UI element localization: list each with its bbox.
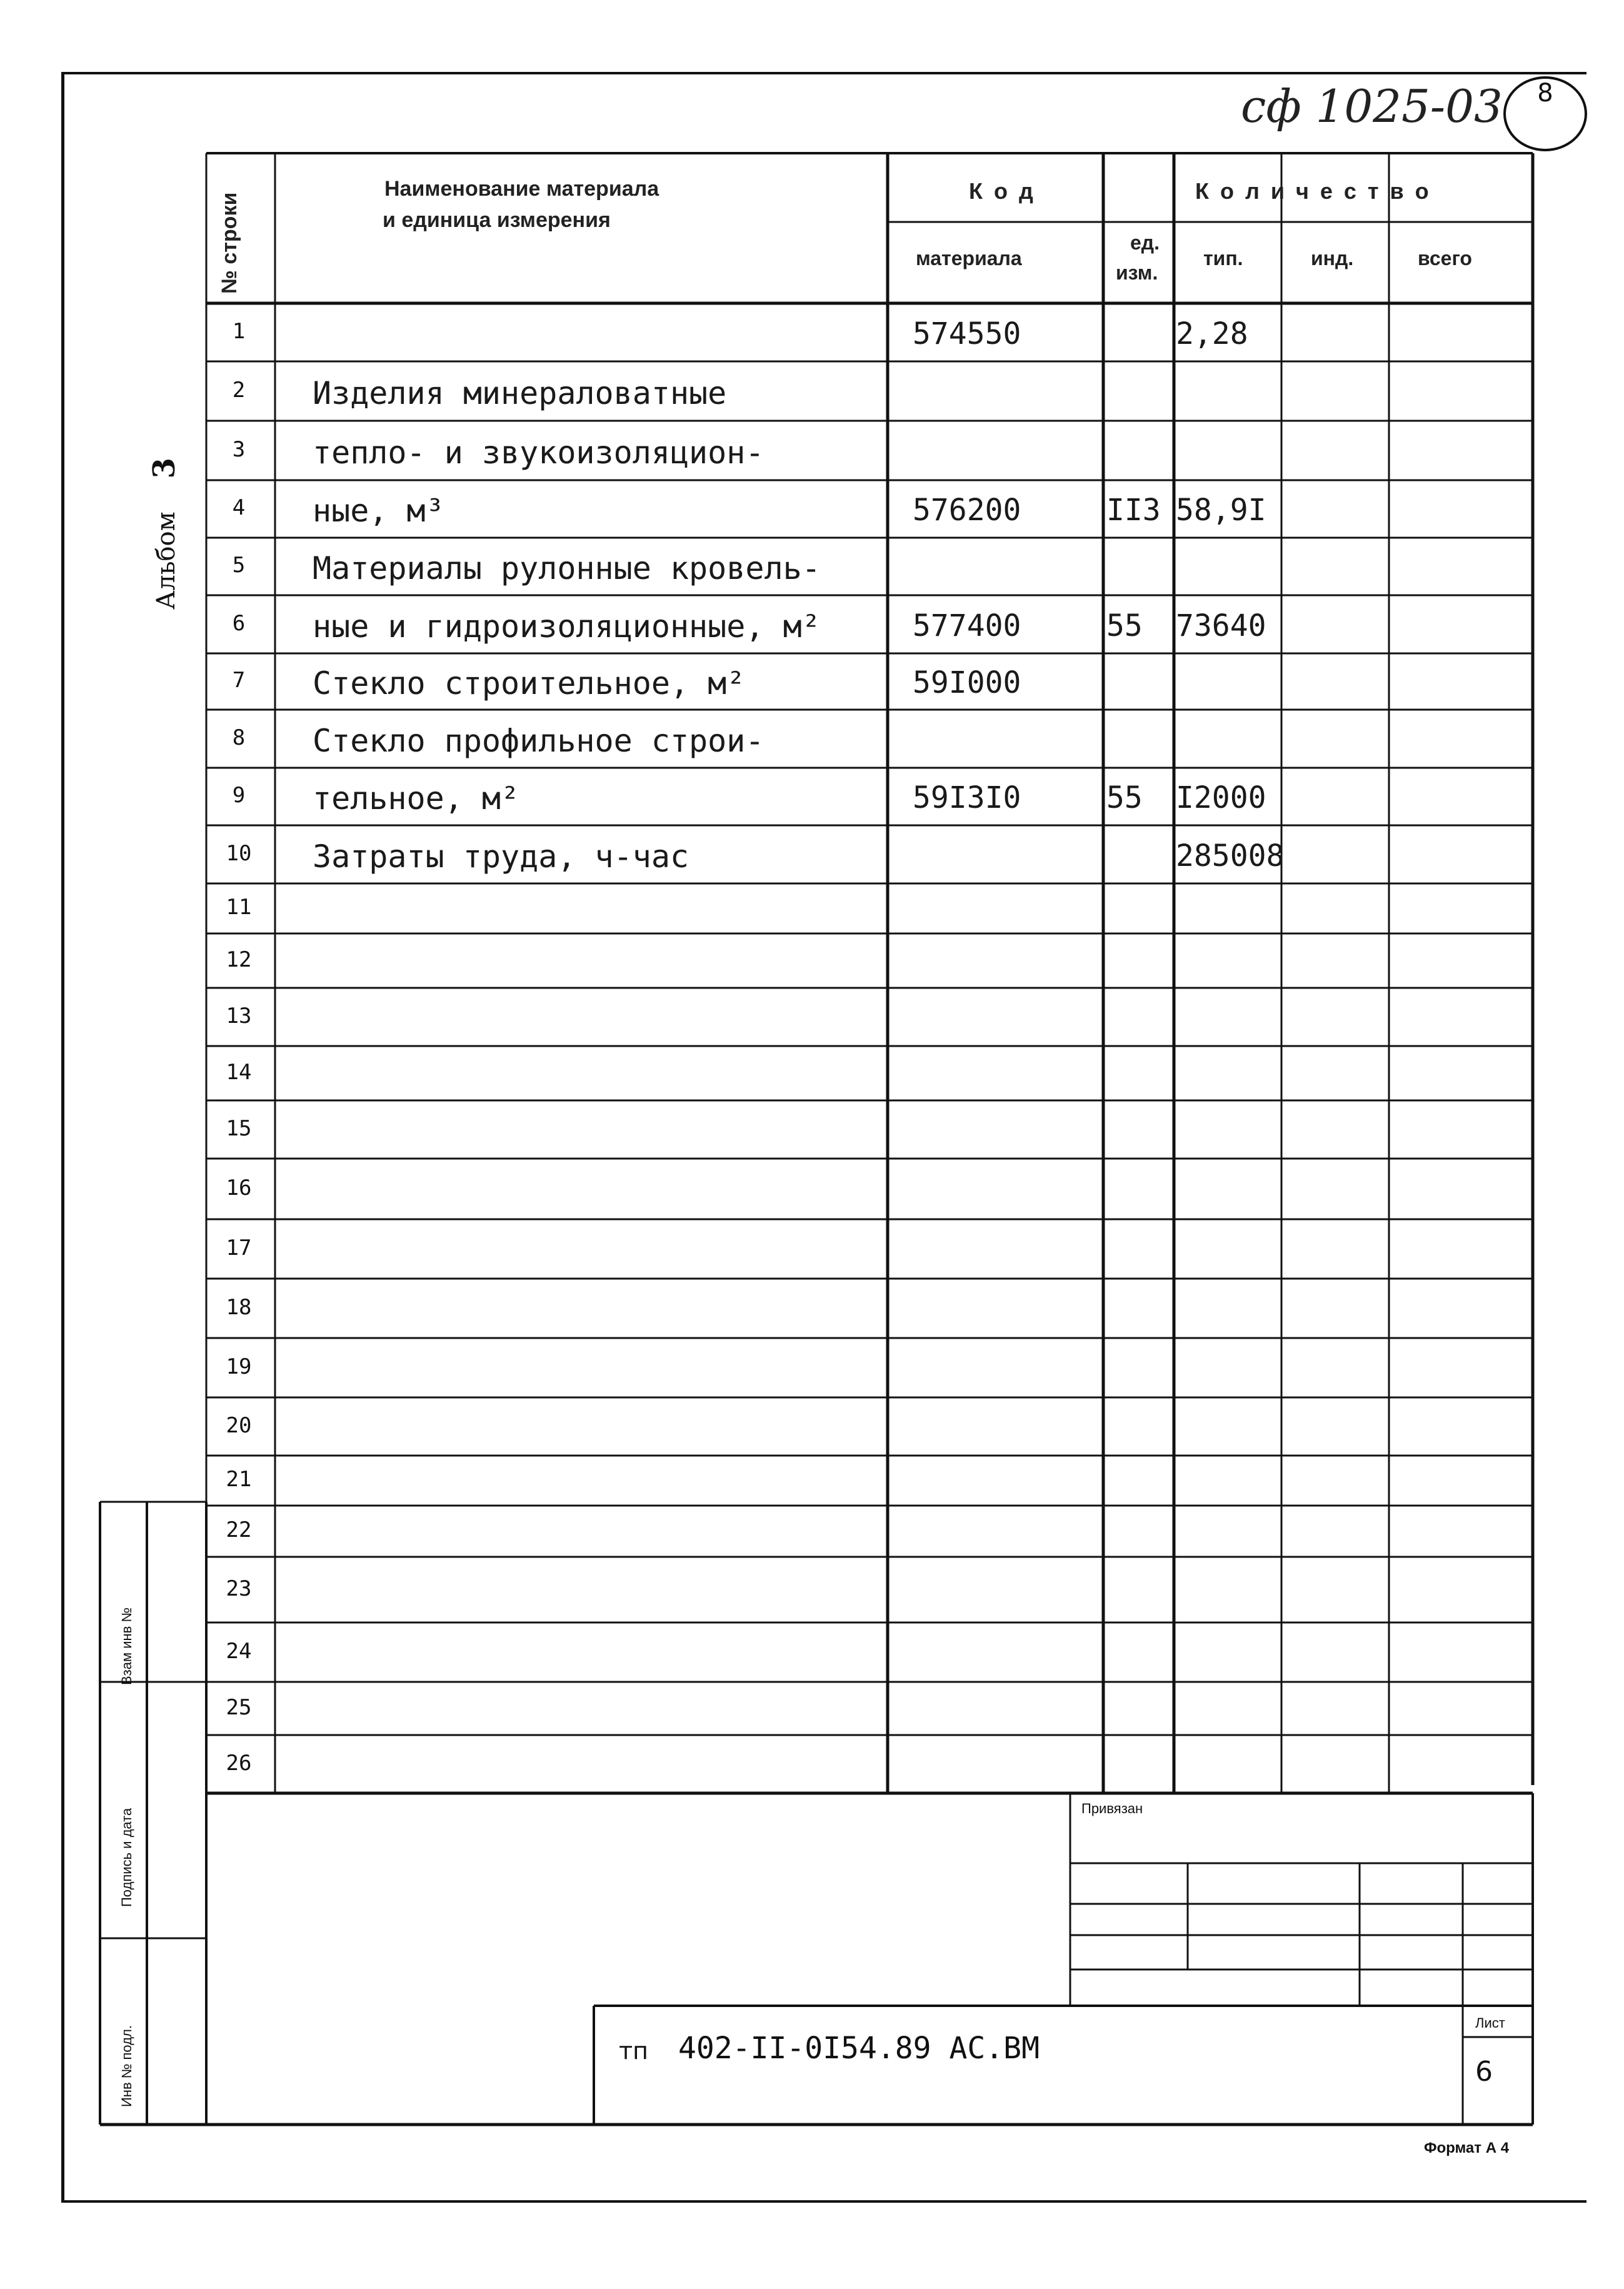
row-number: 9 <box>232 783 246 808</box>
cell-typ: 2,28 <box>1176 316 1248 351</box>
row-number: 1 <box>232 318 246 344</box>
stamp-inv: Инв № подл. <box>119 2025 134 2107</box>
cell-name: тельное, м² <box>313 780 520 817</box>
cell-code: 577400 <box>913 608 1021 643</box>
header-typ: тип. <box>1203 247 1243 269</box>
cell-name: ные, м³ <box>313 493 444 529</box>
row-number: 12 <box>226 947 252 972</box>
row-number: 8 <box>232 725 246 750</box>
handwritten-doc-code: сф 1025-03 <box>1241 80 1503 133</box>
row-number: 10 <box>226 840 252 866</box>
row-number: 4 <box>232 495 246 520</box>
row-number: 24 <box>226 1638 252 1664</box>
cell-typ: 285008 <box>1176 838 1285 873</box>
row-number: 25 <box>226 1694 252 1720</box>
header-unit-line1: ед. <box>1130 231 1160 254</box>
title-sheet-number: 6 <box>1475 2056 1493 2088</box>
cell-code: 59I000 <box>913 665 1021 700</box>
header-ind: инд. <box>1311 247 1354 269</box>
cell-name: ные и гидроизоляционные, м² <box>313 608 821 645</box>
row-number: 3 <box>232 436 246 462</box>
header-name-line1: Наименование материала <box>384 177 659 201</box>
title-privyazan: Привязан <box>1081 1801 1143 1816</box>
cell-code: 574550 <box>913 316 1021 351</box>
cell-name: Материалы рулонные кровель- <box>313 550 821 586</box>
cell-unit: 55 <box>1106 780 1143 815</box>
title-sheet-label: Лист <box>1475 2015 1505 2031</box>
header-total: всего <box>1418 247 1472 269</box>
cell-name: Затраты труда, ч-час <box>313 838 689 875</box>
cell-name: Стекло строительное, м² <box>313 665 746 702</box>
page-number: 8 <box>1537 79 1553 108</box>
row-number: 6 <box>232 610 246 636</box>
row-number: 15 <box>226 1115 252 1141</box>
header-quantity: К о л и ч е с т в о <box>1195 178 1431 204</box>
row-number: 20 <box>226 1412 252 1438</box>
cell-typ: 73640 <box>1176 608 1266 643</box>
album-label: Альбом <box>152 511 181 610</box>
row-number: 7 <box>232 668 246 693</box>
row-number: 22 <box>226 1517 252 1542</box>
header-material: материала <box>916 247 1022 269</box>
album-number: 3 <box>147 458 182 479</box>
stamp-vzam: Взам инв № <box>119 1607 134 1685</box>
row-number: 23 <box>226 1576 252 1601</box>
row-number: 13 <box>226 1003 252 1029</box>
cell-unit: II3 <box>1106 493 1161 528</box>
header-code: К о д <box>969 178 1036 204</box>
cell-code: 59I3I0 <box>913 780 1021 815</box>
header-name-line2: и единица измерения <box>383 208 611 232</box>
cell-typ: I2000 <box>1176 780 1266 815</box>
row-number: 2 <box>232 377 246 403</box>
row-number: 16 <box>226 1175 252 1200</box>
cell-name: тепло- и звукоизоляцион- <box>313 434 764 471</box>
cell-name: Изделия минераловатные <box>313 375 727 411</box>
header-row-number: № строки <box>218 192 241 294</box>
header-unit-line2: изм. <box>1116 261 1158 284</box>
title-doc-code: 402-II-0I54.89 АС.ВМ <box>678 2031 1040 2066</box>
row-number: 19 <box>226 1354 252 1379</box>
cell-code: 576200 <box>913 493 1021 528</box>
stamp-podpis: Подпись и дата <box>119 1808 134 1907</box>
cell-typ: 58,9I <box>1176 493 1266 528</box>
row-number: 26 <box>226 1750 252 1776</box>
row-number: 11 <box>226 895 252 920</box>
format-label: Формат А 4 <box>1424 2140 1510 2156</box>
row-number: 14 <box>226 1059 252 1085</box>
cell-unit: 55 <box>1106 608 1143 643</box>
row-number: 5 <box>232 553 246 578</box>
row-number: 17 <box>226 1235 252 1260</box>
row-number: 18 <box>226 1294 252 1320</box>
cell-name: Стекло профильное строи- <box>313 722 764 759</box>
title-doc-prefix: тп <box>619 2037 648 2065</box>
row-number: 21 <box>226 1467 252 1492</box>
